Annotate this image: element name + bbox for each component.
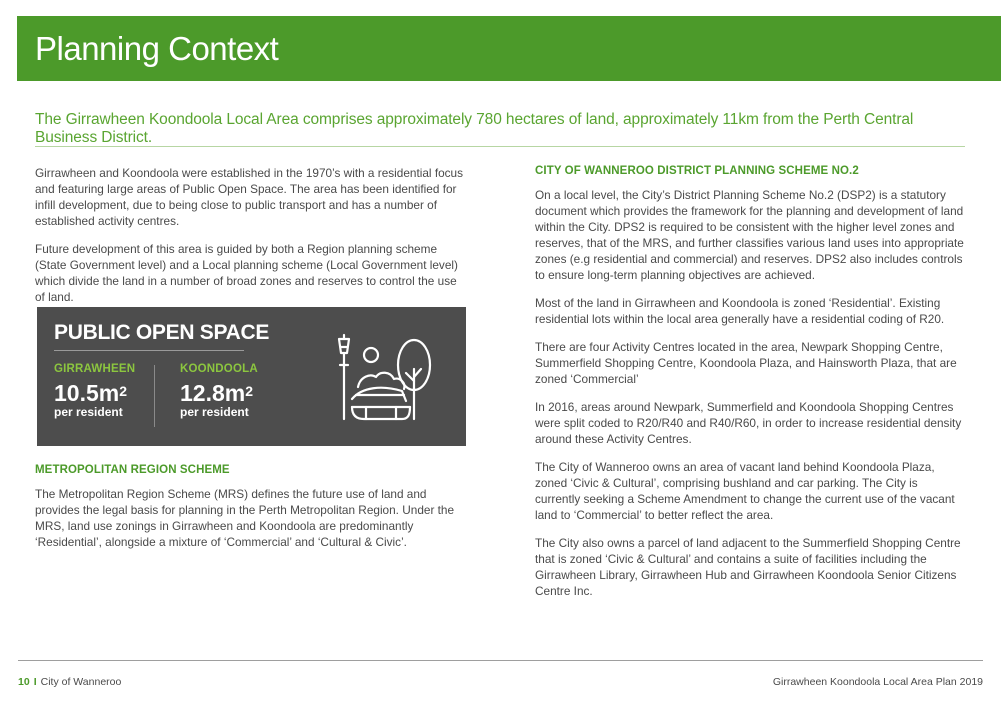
page-title: Planning Context	[35, 30, 279, 67]
stat-unit: per resident	[180, 405, 249, 419]
left-paragraph: Future development of this area is guided by both a Region planning scheme (State Government level) and a Local planning scheme (Local Government level) which divide the land in a number of broad zones and reserves to control the use of land.	[35, 242, 458, 304]
footer-organisation: City of Wanneroo	[40, 676, 122, 688]
intro-text: The Girrawheen Koondoola Local Area comprises approximately 780 hectares of land, approximately 11km from the Perth Central Business District.	[35, 111, 914, 146]
right-paragraph: The City also owns a parcel of land adjacent to the Summerfield Shopping Centre that is zoned ‘Civic & Cultural’ and contains a suite of facilities including the Girrawheen Library, Girrawheen Hub and Girrawheen Koondoola Senior Citizens Centre Inc.	[535, 536, 961, 598]
public-open-space-panel	[37, 307, 466, 446]
stat-name: KOONDOOLA	[180, 363, 258, 375]
park-bench-tree-lamp-icon	[322, 329, 450, 424]
stat-koondoola	[180, 363, 290, 419]
stat-unit: per resident	[54, 405, 123, 419]
header-band	[17, 16, 1001, 81]
stat-girrawheen	[54, 363, 164, 419]
mrs-paragraph: The Metropolitan Region Scheme (MRS) defines the future use of land and provides the legal basis for planning in the Perth Metropolitan Region. Under the MRS, land use zonings in Girrawheen and Koondoola are predominantly ‘Residential’, alongside a mixture of ‘Commercial’ and ‘Cultural & Civic’.	[35, 487, 455, 549]
right-paragraph: There are four Activity Centres located in the area, Newpark Shopping Centre, Summerfield Shopping Centre, Koondoola Plaza, and Hainsworth Plaza, that are zoned ‘Commercial’	[535, 340, 957, 386]
stat-value: $10.5m^2$	[54, 380, 128, 406]
pos-title: PUBLIC OPEN SPACE	[54, 321, 270, 344]
footer-left	[18, 676, 121, 688]
footer-divider	[18, 660, 983, 661]
left-paragraph: Girrawheen and Koondoola were established in the 1970’s with a residential focus and featuring large areas of Public Open Space. The area has been identified for infill development, due to being close to public transport and has a number of established activity centres.	[35, 166, 464, 228]
mrs-heading: METROPOLITAN REGION SCHEME	[35, 464, 230, 476]
stat-value: $12.8m^2$	[180, 380, 254, 406]
right-column	[535, 165, 965, 611]
stat-divider	[154, 365, 155, 427]
left-column	[35, 165, 465, 317]
mrs-section	[35, 464, 465, 562]
right-paragraph: The City of Wanneroo owns an area of vacant land behind Koondoola Plaza, zoned ‘Civic & Cultural’, comprising bushland and car parking. The City is currently seeking a Scheme Amendment to change the current use of the vacant land to ‘Commercial’ to better reflect the area.	[535, 460, 955, 522]
stat-name: GIRRAWHEEN	[54, 363, 136, 375]
page-number: 10	[18, 676, 30, 688]
right-paragraph: In 2016, areas around Newpark, Summerfield and Koondoola Shopping Centres were split coded to R20/R40 and R40/R60, in order to increase residential density around these Activity Centres.	[535, 400, 962, 446]
footer-document-title: Girrawheen Koondoola Local Area Plan 2019	[772, 676, 983, 688]
pos-title-underline	[54, 350, 244, 351]
right-paragraph: Most of the land in Girrawheen and Koondoola is zoned ‘Residential’. Existing residential lots within the local area generally have a residential coding of R20.	[535, 296, 945, 326]
footer-separator: I	[33, 676, 37, 688]
right-paragraph: On a local level, the City’s District Planning Scheme No.2 (DSP2) is a statutory document which provides the framework for the planning and development of land within the City. DPS2 is required to be consistent with the higher level zones and reserves, that of the MRS, and further classifies various land uses into appropriate zones (e.g residential and commercial) and reserves. DPS2 also includes controls to ensure long-term planning objectives are achieved.	[535, 188, 964, 282]
dps2-heading: CITY OF WANNEROO DISTRICT PLANNING SCHEME NO.2	[535, 165, 859, 177]
intro-divider	[35, 146, 965, 147]
